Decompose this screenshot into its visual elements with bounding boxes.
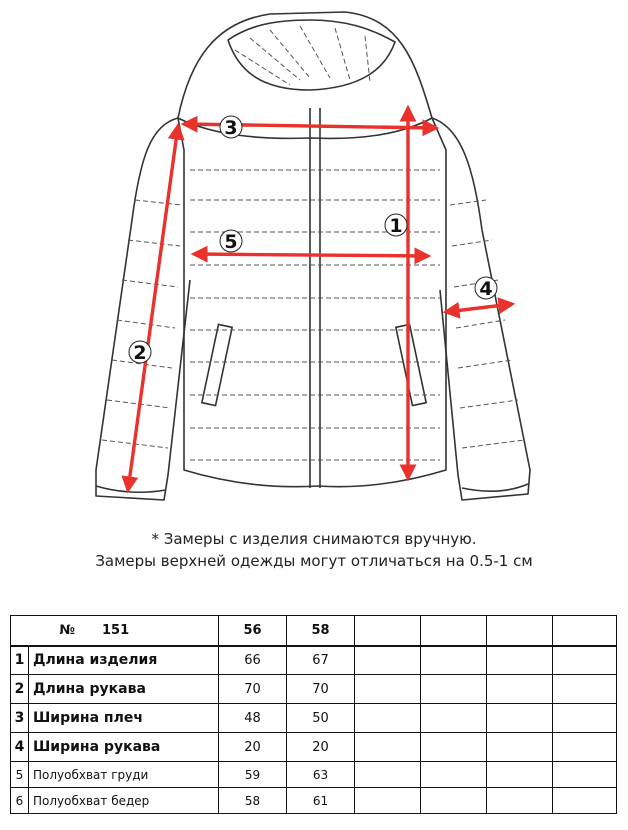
table-row xyxy=(11,675,617,704)
row-value-size-2: 20 xyxy=(287,733,355,762)
row-number: 6 xyxy=(11,788,29,814)
header-size-1: 56 xyxy=(219,616,287,646)
jacket-body xyxy=(178,118,446,487)
table-row xyxy=(11,762,617,788)
right-cuff xyxy=(462,484,528,491)
size-table xyxy=(10,615,617,814)
row-value-size-2: 67 xyxy=(287,646,355,675)
table-header-row xyxy=(11,616,617,646)
row-label: Полуобхват груди xyxy=(29,762,219,788)
header-model: 151 xyxy=(102,622,130,638)
row-value-size-1: 20 xyxy=(219,733,287,762)
table-row xyxy=(11,788,617,814)
row-number: 1 xyxy=(11,646,29,675)
table-row xyxy=(11,733,617,762)
left-pocket xyxy=(202,324,232,405)
row-value-size-2: 50 xyxy=(287,704,355,733)
arrow-2-sleeve xyxy=(128,126,178,490)
marker-4: 4 xyxy=(479,278,493,300)
row-number: 2 xyxy=(11,675,29,704)
row-label: Длина рукава xyxy=(29,675,219,704)
header-no: № xyxy=(59,622,75,638)
row-label: Ширина рукава xyxy=(29,733,219,762)
row-label: Полуобхват бедер xyxy=(29,788,219,814)
arrow-4-sleeve-width xyxy=(446,304,512,312)
note-line-1: * Замеры с изделия снимаются вручную. xyxy=(151,530,477,548)
row-value-size-1: 66 xyxy=(219,646,287,675)
marker-3: 3 xyxy=(224,117,238,139)
marker-2: 2 xyxy=(133,342,147,364)
right-pocket xyxy=(396,324,426,405)
row-value-size-2: 61 xyxy=(287,788,355,814)
left-cuff xyxy=(96,486,166,492)
row-value-size-1: 70 xyxy=(219,675,287,704)
row-value-size-1: 48 xyxy=(219,704,287,733)
note-line-2: Замеры верхней одежды могут отличаться на 0.5-1 см xyxy=(95,552,533,570)
header-size-2: 58 xyxy=(287,616,355,646)
hood-outline xyxy=(178,12,432,138)
table-row xyxy=(11,704,617,733)
row-label: Длина изделия xyxy=(29,646,219,675)
marker-5: 5 xyxy=(224,231,238,253)
row-label: Ширина плеч xyxy=(29,704,219,733)
row-number: 4 xyxy=(11,733,29,762)
row-number: 3 xyxy=(11,704,29,733)
row-value-size-2: 63 xyxy=(287,762,355,788)
arrow-5-chest xyxy=(194,254,428,256)
row-value-size-1: 59 xyxy=(219,762,287,788)
row-value-size-2: 70 xyxy=(287,675,355,704)
row-value-size-1: 58 xyxy=(219,788,287,814)
table-row xyxy=(11,646,617,675)
row-number: 5 xyxy=(11,762,29,788)
header-model-cell xyxy=(11,616,219,646)
left-sleeve xyxy=(96,118,190,500)
marker-1: 1 xyxy=(389,215,403,237)
